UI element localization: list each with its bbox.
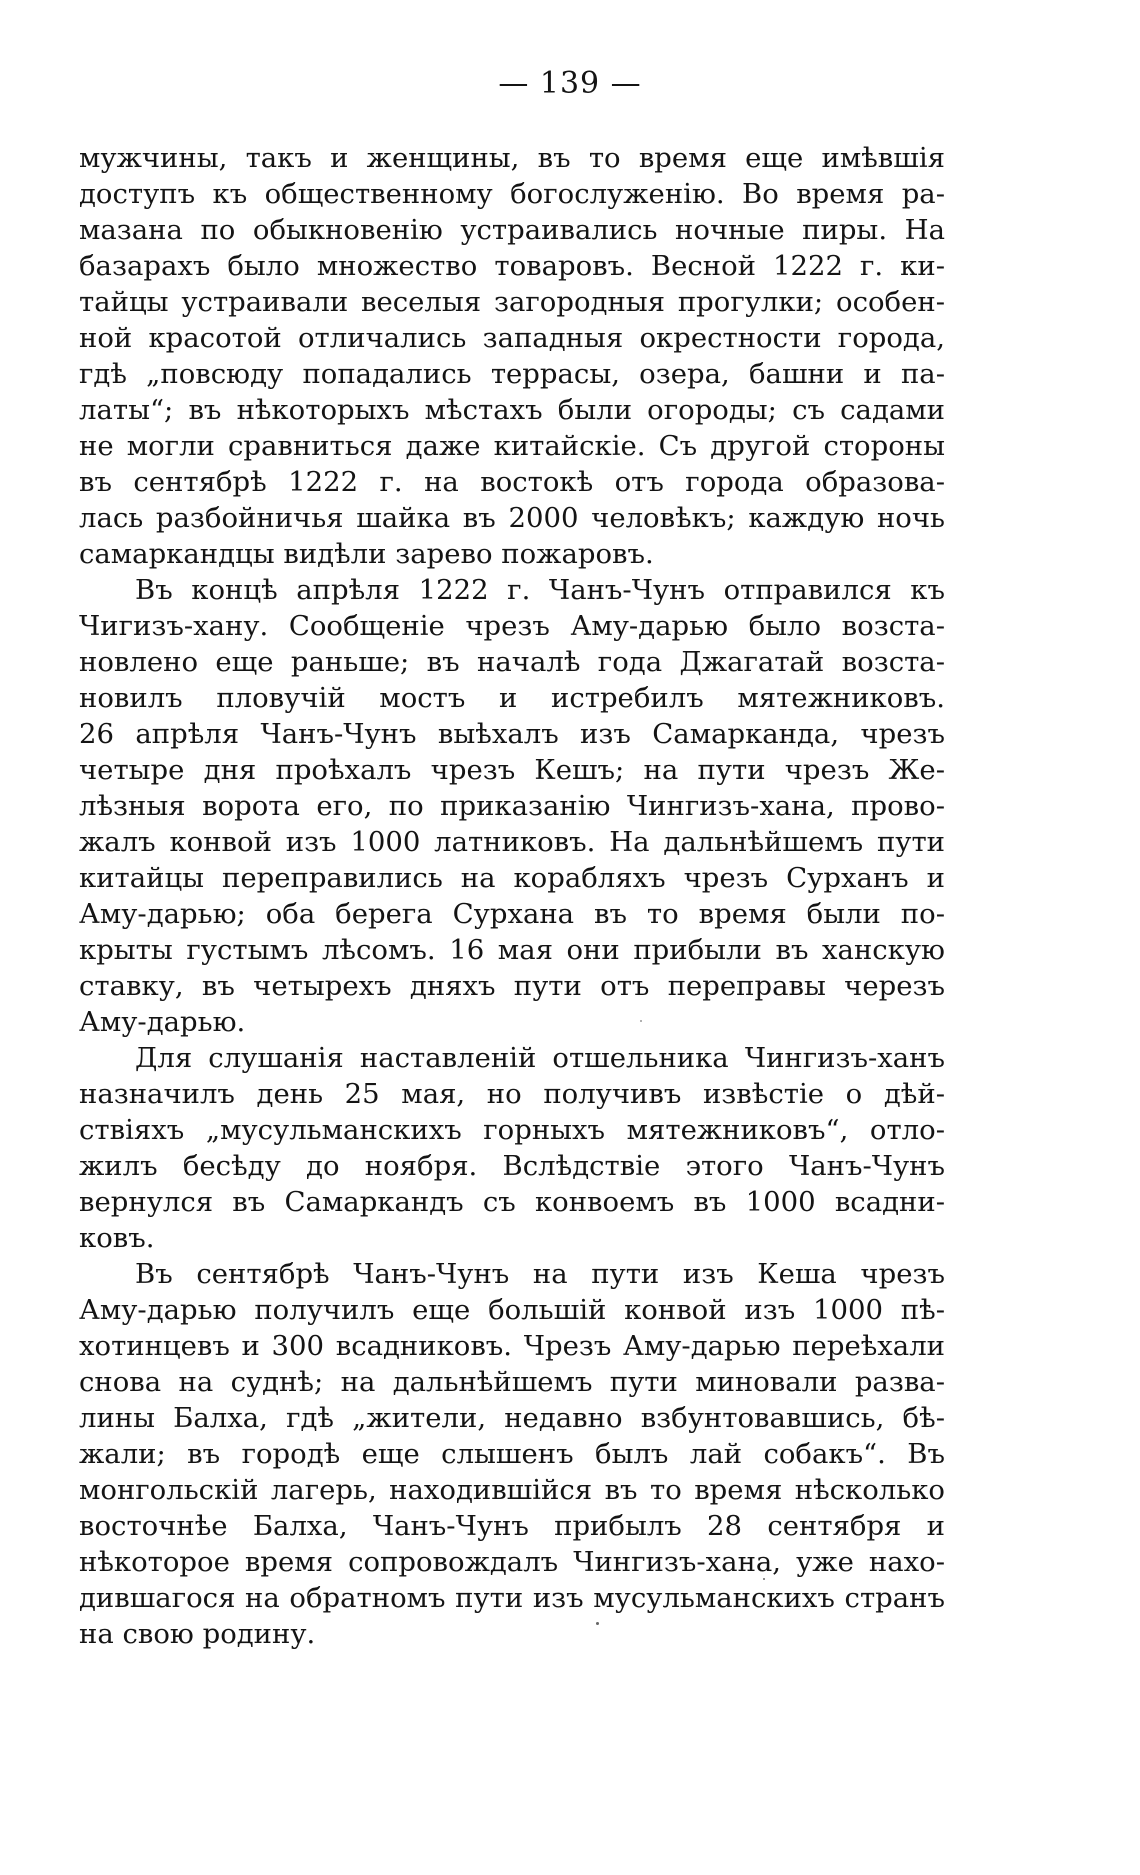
paper-speck bbox=[640, 1020, 642, 1022]
paragraph bbox=[79, 1040, 945, 1256]
text-line: доступъ къ общественному богослуженію. Во время ра- bbox=[79, 178, 945, 210]
text-line: лины Балха, гдѣ „жители, недавно взбунтовавшись, бѣ- bbox=[79, 1402, 945, 1434]
text-line: снова на суднѣ; на дальнѣйшемъ пути миновали разва- bbox=[79, 1366, 945, 1398]
text-line: Въ концѣ апрѣля 1222 г. Чанъ-Чунъ отправился къ bbox=[135, 574, 945, 606]
text-line: Аму-дарью; оба берега Сурхана въ то время были по- bbox=[79, 898, 945, 930]
text-line: тайцы устраивали веселыя загородныя прогулки; особен- bbox=[79, 286, 945, 318]
text-line: базарахъ было множество товаровъ. Весной 1222 г. ки- bbox=[79, 250, 945, 282]
text-line: въ сентябрѣ 1222 г. на востокѣ отъ города образова- bbox=[79, 466, 945, 498]
text-line: восточнѣе Балха, Чанъ-Чунъ прибылъ 28 сентября и bbox=[79, 1510, 945, 1542]
text-line: назначилъ день 25 мая, но получивъ извѣстіе о дѣй- bbox=[79, 1078, 945, 1110]
text-line: дившагося на обратномъ пути изъ мусульманскихъ странъ bbox=[79, 1582, 945, 1614]
text-line: мужчины, такъ и женщины, въ то время еще имѣвшія bbox=[79, 142, 945, 174]
text-line: самаркандцы видѣли зарево пожаровъ. bbox=[79, 538, 654, 570]
paper-speck bbox=[763, 1578, 765, 1580]
text-line: лѣзныя ворота его, по приказанію Чингизъ-хана, прово- bbox=[79, 790, 945, 822]
text-line: Въ сентябрѣ Чанъ-Чунъ на пути изъ Кеша чрезъ bbox=[135, 1258, 945, 1290]
text-line: жали; въ городѣ еще слышенъ былъ лай собакъ“. Въ bbox=[79, 1438, 945, 1470]
text-line: Для слушанія наставленій отшельника Чингизъ-ханъ bbox=[135, 1042, 945, 1074]
page-number: — 139 — bbox=[498, 66, 642, 101]
text-line: латы“; въ нѣкоторыхъ мѣстахъ были огороды; съ садами bbox=[79, 394, 945, 426]
text-line: новилъ пловучій мостъ и истребилъ мятежниковъ. bbox=[79, 682, 945, 714]
text-line: монгольскій лагерь, находившійся въ то время нѣсколько bbox=[79, 1474, 945, 1506]
text-line: новлено еще раньше; въ началѣ года Джагатай возста- bbox=[79, 646, 945, 678]
text-line: четыре дня проѣхалъ чрезъ Кешъ; на пути чрезъ Же- bbox=[79, 754, 945, 786]
text-line: гдѣ „повсюду попадались террасы, озера, башни и па- bbox=[79, 358, 945, 390]
text-line: ствіяхъ „мусульманскихъ горныхъ мятежниковъ“, отло- bbox=[79, 1114, 945, 1146]
text-line: на свою родину. bbox=[79, 1618, 316, 1650]
text-line: хотинцевъ и 300 всадниковъ. Чрезъ Аму-дарью переѣхали bbox=[79, 1330, 945, 1362]
body-text bbox=[79, 140, 945, 1652]
text-line: мазана по обыкновенію устраивались ночные пиры. На bbox=[79, 214, 945, 246]
text-line: Чигизъ-хану. Сообщеніе чрезъ Аму-дарью было возста- bbox=[79, 610, 945, 642]
text-line: жилъ бесѣду до ноября. Вслѣдствіе этого Чанъ-Чунъ bbox=[79, 1150, 945, 1182]
paragraph bbox=[79, 140, 945, 572]
text-line: крыты густымъ лѣсомъ. 16 мая они прибыли въ ханскую bbox=[79, 934, 945, 966]
text-line: ной красотой отличались западныя окрестности города, bbox=[79, 322, 945, 354]
text-line: не могли сравниться даже китайскіе. Съ другой стороны bbox=[79, 430, 945, 462]
text-line: нѣкоторое время сопровождалъ Чингизъ-хана, уже нахо- bbox=[79, 1546, 945, 1578]
text-line: жалъ конвой изъ 1000 латниковъ. На дальнѣйшемъ пути bbox=[79, 826, 945, 858]
text-line: Аму-дарью. bbox=[79, 1006, 246, 1038]
text-line: лась разбойничья шайка въ 2000 человѣкъ; каждую ночь bbox=[79, 502, 945, 534]
text-line: вернулся въ Самаркандъ съ конвоемъ въ 1000 всадни- bbox=[79, 1186, 945, 1218]
text-line: ковъ. bbox=[79, 1222, 155, 1254]
text-line: 26 апрѣля Чанъ-Чунъ выѣхалъ изъ Самарканда, чрезъ bbox=[79, 718, 945, 750]
text-line: ставку, въ четырехъ дняхъ пути отъ переправы черезъ bbox=[79, 970, 945, 1002]
paragraph bbox=[79, 1256, 945, 1652]
text-line: Аму-дарью получилъ еще большій конвой изъ 1000 пѣ- bbox=[79, 1294, 945, 1326]
paper-speck bbox=[596, 1622, 599, 1625]
text-line: китайцы переправились на корабляхъ чрезъ Сурханъ и bbox=[79, 862, 945, 894]
paragraph bbox=[79, 572, 945, 1040]
